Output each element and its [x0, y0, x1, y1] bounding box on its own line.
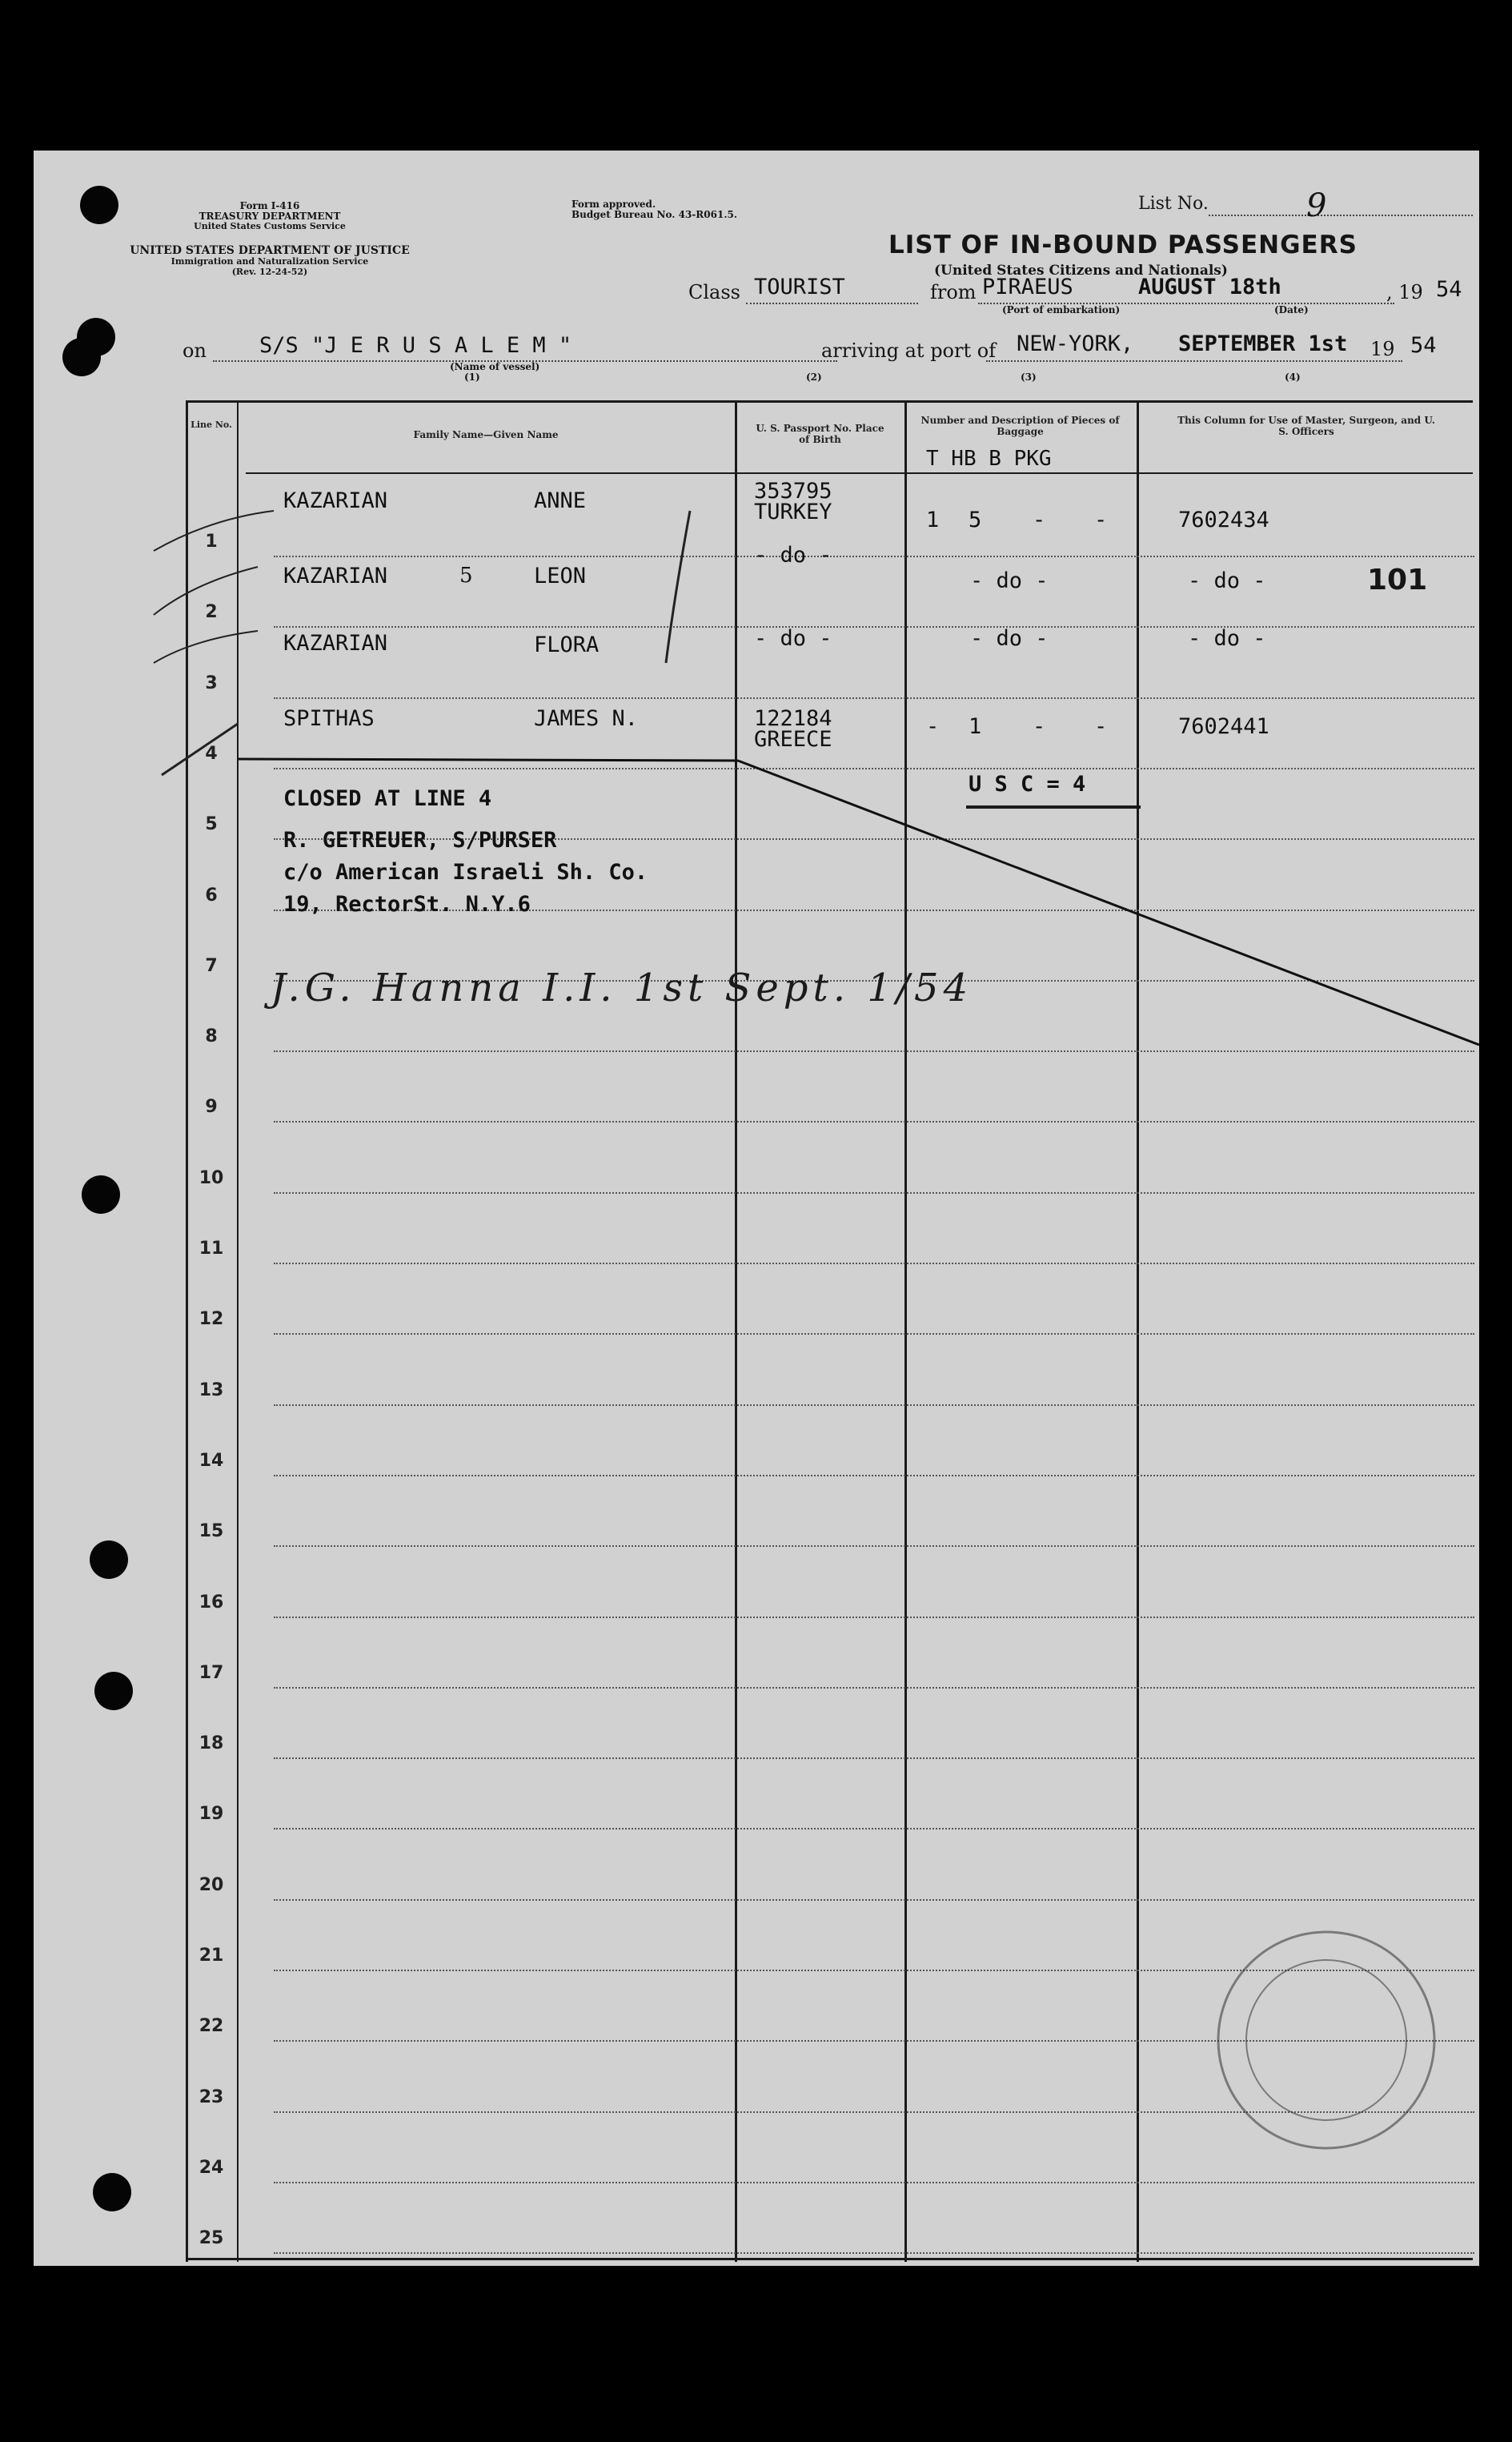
row1-passport: 353795: [754, 479, 832, 504]
line-number: 7: [205, 955, 218, 976]
line-number: 2: [205, 602, 218, 623]
line-number: 16: [199, 1592, 224, 1613]
col-family-name: Family Name—Given Name: [413, 429, 559, 440]
line-number: 3: [205, 673, 218, 693]
row4-birth: GREECE: [754, 727, 832, 752]
col-marker-3: (3): [1021, 372, 1037, 383]
tick-mark-1: [154, 511, 274, 551]
binder-hole: [80, 186, 118, 224]
row3-officer: - do -: [1188, 626, 1266, 651]
row1-given: ANNE: [534, 488, 587, 513]
line-number: 25: [199, 2228, 224, 2249]
line-number: 12: [199, 1309, 224, 1330]
col-marker-2: (2): [806, 372, 822, 383]
line-number: 8: [205, 1026, 218, 1047]
closing-horizontal-line: [239, 759, 738, 761]
customs-service: United States Customs Service: [194, 221, 346, 231]
row4-given: JAMES N.: [534, 706, 639, 731]
row2-baggage: - do -: [970, 568, 1049, 593]
treasury-department: TREASURY DEPARTMENT: [199, 211, 341, 222]
year-prefix-from: , 19: [1386, 281, 1423, 303]
line-number: 21: [199, 1946, 224, 1966]
year-arrival-prefix: 19: [1370, 338, 1395, 360]
line-number: 5: [205, 814, 218, 835]
row1-pkg: -: [1094, 508, 1108, 532]
justice-department: UNITED STATES DEPARTMENT OF JUSTICE: [130, 244, 410, 257]
row2-family: KAZARIAN: [283, 564, 388, 588]
tick-mark-2: [154, 567, 258, 615]
row4-passport: 122184: [754, 706, 832, 731]
row1-b: -: [1033, 508, 1046, 532]
official-signature: J.G. Hanna I.I. 1st Sept. 1/54: [271, 966, 973, 1010]
bracket-stroke: [666, 511, 690, 663]
binder-hole: [82, 1175, 120, 1214]
tick-mark-4: [162, 724, 238, 775]
row1-officer: 7602434: [1178, 508, 1269, 532]
usc-total: U S C = 4: [969, 772, 1086, 797]
row2-given: LEON: [534, 564, 587, 588]
row4-officer: 7602441: [1178, 714, 1269, 739]
form-title: LIST OF IN-BOUND PASSENGERS: [888, 231, 1358, 259]
form-approved: Form approved.: [572, 199, 656, 210]
line-number: 9: [205, 1097, 218, 1118]
line-number: 20: [199, 1874, 224, 1895]
year-arrival: 54: [1410, 333, 1437, 358]
row1-hb: 5: [969, 508, 982, 532]
line-number: 10: [199, 1167, 224, 1188]
col-officers: This Column for Use of Master, Surgeon, and U. S. Officers: [1177, 415, 1435, 437]
binder-hole: [90, 1540, 128, 1579]
vessel-name: S/S "J E R U S A L E M ": [259, 333, 572, 358]
row2-passport: - do -: [754, 543, 832, 568]
passenger-list-sheet: [34, 151, 1479, 2266]
line-number: 22: [199, 2016, 224, 2037]
annotation-marks: [34, 151, 1479, 2266]
line-number: 13: [199, 1380, 224, 1400]
col-baggage-sub: T HB B PKG: [926, 447, 1052, 471]
col-marker-4: (4): [1285, 372, 1301, 383]
row2-officer: - do -: [1188, 568, 1266, 593]
row4-t: -: [926, 714, 940, 739]
row1-t: 1: [926, 508, 940, 532]
row1-birth: TURKEY: [754, 500, 832, 524]
company-address: 19, RectorSt. N.Y.6: [283, 892, 531, 917]
row3-passport: - do -: [754, 626, 832, 651]
list-no-value: 9: [1306, 187, 1327, 224]
customs-stamp: [1218, 1932, 1434, 2148]
purser-name: R. GETREUER, S/PURSER: [283, 828, 557, 853]
arrival-date: SEPTEMBER 1st: [1178, 331, 1348, 356]
row2-note: 5: [459, 564, 473, 588]
row3-baggage: - do -: [970, 626, 1049, 651]
line-number: 23: [199, 2087, 224, 2107]
line-number: 1: [205, 532, 218, 552]
arrival-port: NEW-YORK,: [1017, 331, 1134, 356]
line-number: 19: [199, 1804, 224, 1825]
row4-pkg: -: [1094, 714, 1108, 739]
col-line-no: Line No.: [191, 420, 232, 430]
line-number: 15: [199, 1521, 224, 1542]
form-number: Form I-416: [239, 200, 300, 211]
budget-bureau: Budget Bureau No. 43-R061.5.: [572, 209, 738, 220]
line-number: 6: [205, 885, 218, 906]
col-marker-1: (1): [464, 372, 480, 383]
binder-hole: [62, 338, 101, 376]
revision-date: (Rev. 12-24-52): [231, 267, 308, 277]
row4-b: -: [1033, 714, 1046, 739]
tick-mark-3: [154, 631, 258, 663]
binder-hole: [94, 1672, 133, 1710]
arriving-label: arriving at port of: [821, 339, 997, 362]
shipping-company: c/o American Israeli Sh. Co.: [283, 860, 648, 885]
from-label: from: [930, 281, 977, 303]
date-note: (Date): [1274, 304, 1309, 315]
line-number: 17: [199, 1662, 224, 1683]
list-no-label: List No.: [1138, 194, 1209, 214]
line-number: 4: [205, 743, 218, 764]
row4-hb: 1: [969, 714, 982, 739]
form-subtitle: (United States Citizens and Nationals): [934, 263, 1228, 279]
from-date: AUGUST 18th: [1138, 275, 1281, 299]
line-number: 24: [199, 2157, 224, 2178]
line-number: 18: [199, 1733, 224, 1754]
col-passport: U. S. Passport No. Place of Birth: [756, 423, 884, 445]
on-label: on: [182, 339, 207, 362]
class-label: Class: [688, 281, 740, 303]
line-number: 14: [199, 1450, 224, 1471]
col-baggage: Number and Description of Pieces of Baggage: [920, 415, 1120, 437]
from-port: PIRAEUS: [982, 275, 1073, 299]
vessel-note: (Name of vessel): [450, 361, 540, 372]
binder-hole: [93, 2173, 131, 2211]
port-embarkation-note: (Port of embarkation): [1002, 304, 1121, 315]
line-number: 11: [199, 1239, 224, 1259]
row2-extra: 101: [1367, 564, 1428, 596]
row3-given: FLORA: [534, 633, 600, 657]
row1-family: KAZARIAN: [283, 488, 388, 513]
immigration-service: Immigration and Naturalization Service: [170, 256, 369, 267]
closed-at-line: CLOSED AT LINE 4: [283, 786, 492, 811]
year-from: 54: [1436, 277, 1462, 302]
row3-family: KAZARIAN: [283, 631, 388, 656]
closing-diagonal-line: [738, 761, 1479, 1045]
class-value: TOURIST: [754, 275, 845, 299]
row4-family: SPITHAS: [283, 706, 375, 731]
